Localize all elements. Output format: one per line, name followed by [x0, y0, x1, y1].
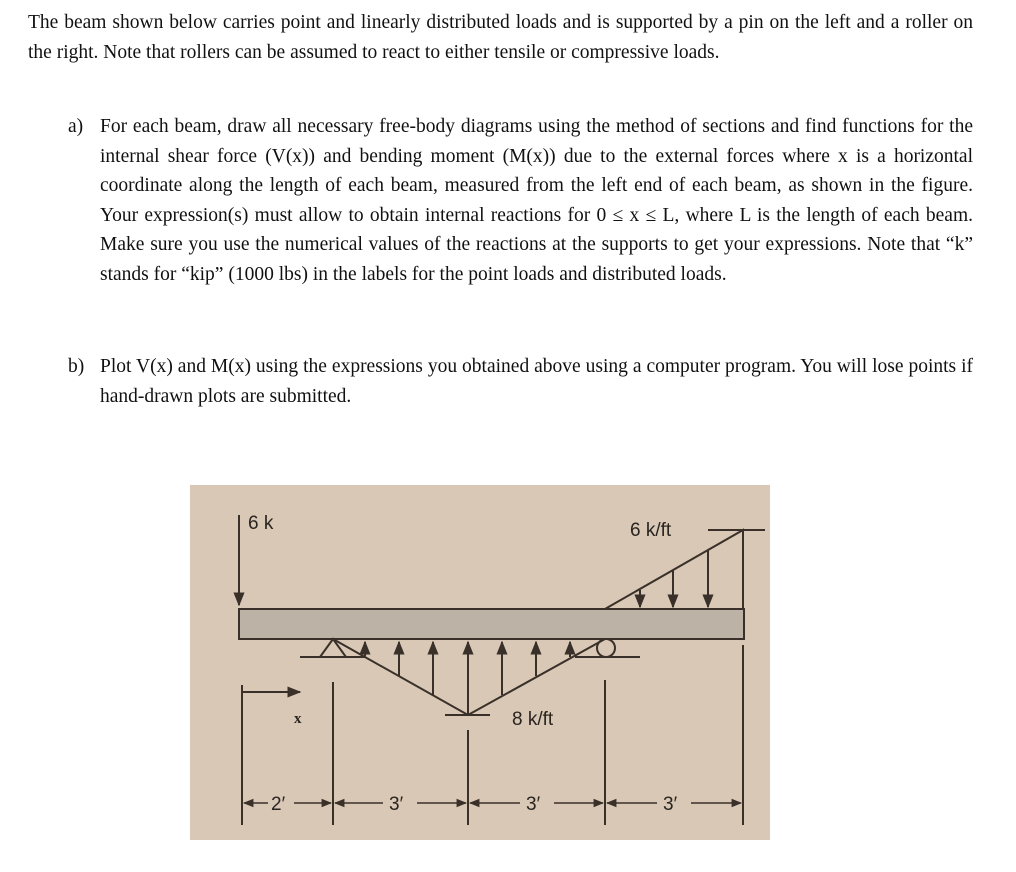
part-b-text: Plot V(x) and M(x) using the expressions you obtained above using a computer program. You will lose points if hand-drawn plots are submitted.	[100, 356, 973, 407]
dim-4: 3′	[663, 794, 678, 815]
beam-figure	[190, 485, 770, 840]
point-load-label: 6 k	[248, 513, 274, 534]
beam	[239, 609, 744, 639]
intro-paragraph: The beam shown below carries point and linearly distributed loads and is supported by a pin on the left and a roller on the right. Note that rollers can be assumed to react to either tensile or compressive loads.	[28, 12, 973, 63]
photo-background	[190, 485, 770, 840]
right-load-label: 6 k/ft	[630, 520, 672, 541]
part-a-text: For each beam, draw all necessary free-body diagrams using the method of sections and find functions for the internal shear force (V(x)) and bending moment (M(x)) due to the external forces where x is a horizontal coordinate along the length of each beam, measured from the left end of each beam, as shown in the figure. Your expression(s) must allow to obtain internal reactions for 0 ≤ x ≤ L, where L is the length of each beam. Make sure you use the numerical values of the reactions at the supports to get your expressions. Note that “k” stands for “kip” (1000 lbs) in the labels for the point loads and distributed loads.	[100, 116, 973, 285]
part-a-label: a)	[68, 116, 84, 137]
dim-3: 3′	[526, 794, 541, 815]
part-a	[68, 112, 973, 289]
part-b	[68, 352, 973, 411]
x-label: x	[294, 711, 302, 727]
dim-1: 2′	[271, 794, 286, 815]
beam-diagram	[190, 485, 770, 840]
middle-load-label: 8 k/ft	[512, 709, 554, 730]
part-b-label: b)	[68, 356, 85, 377]
dim-2: 3′	[389, 794, 404, 815]
